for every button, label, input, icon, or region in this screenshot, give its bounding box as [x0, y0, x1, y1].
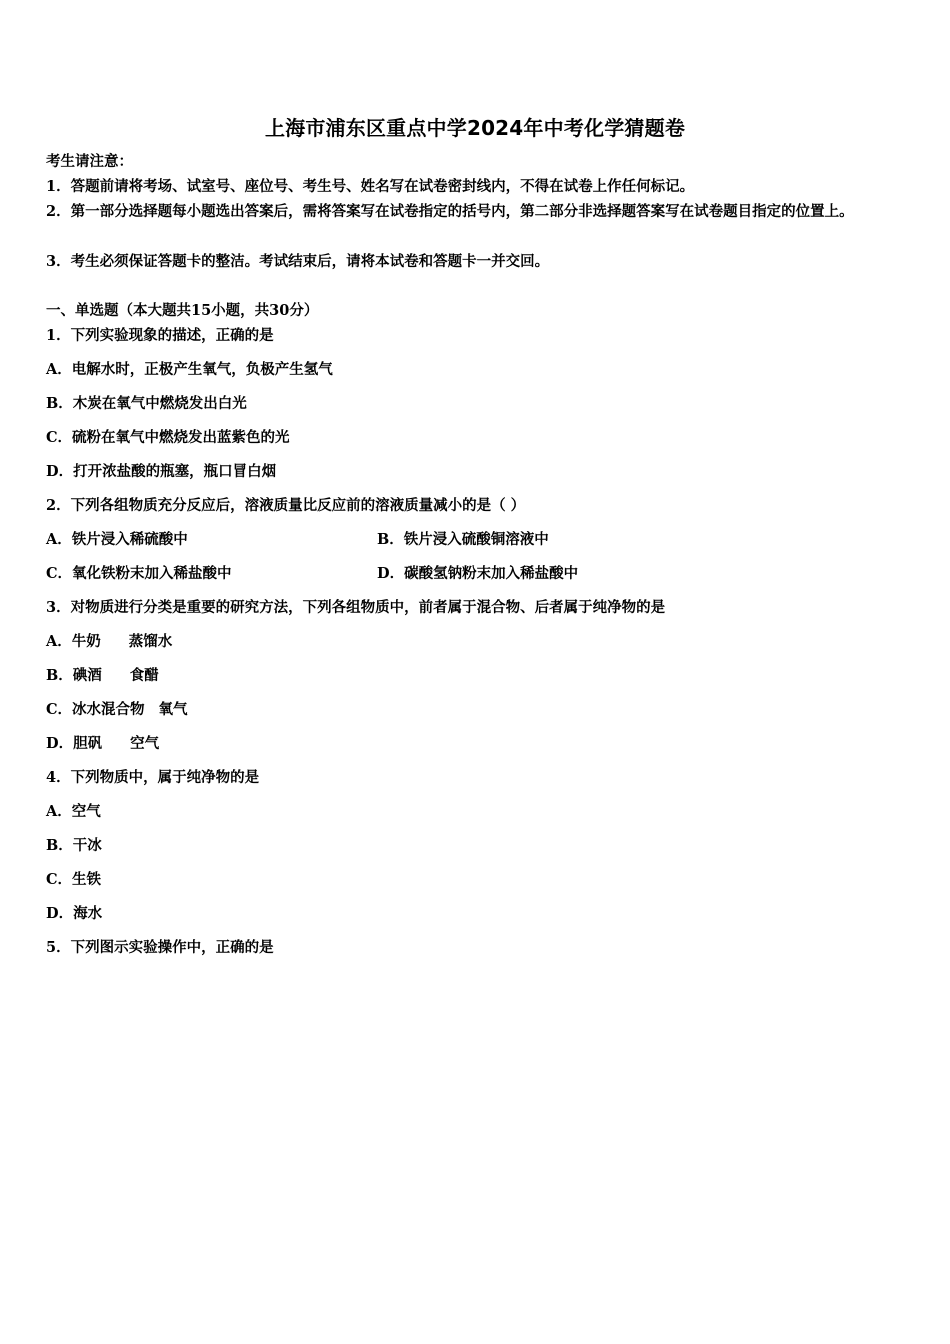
notice-item-2: 2．第一部分选择题每小题选出答案后，需将答案写在试卷指定的括号内，第二部分非选择题答案写在试卷题目指定的位置上。: [46, 203, 854, 220]
q3-stem: 3．对物质进行分类是重要的研究方法，下列各组物质中，前者属于混合物、后者属于纯净物的是: [46, 599, 666, 616]
notice-item-1: 1．答题前请将考场、试室号、座位号、考生号、姓名写在试卷密封线内，不得在试卷上作任何标记。: [46, 178, 695, 195]
q1-option-b: B．木炭在氧气中燃烧发出白光: [46, 395, 247, 412]
q3-option-c-first: C．冰水混合物: [46, 701, 145, 718]
q2-option-c: C．氧化铁粉末加入稀盐酸中: [46, 565, 232, 582]
q2-option-a: A．铁片浸入稀硫酸中: [46, 531, 188, 548]
q3-option-d-first: D．胆矾: [46, 735, 103, 752]
notice-heading: 考生请注意：: [46, 153, 133, 170]
q3-option-c-second: 氧气: [158, 701, 188, 718]
page-title: 上海市浦东区重点中学2024年中考化学猜题卷: [264, 116, 686, 140]
q4-option-b: B．干冰: [46, 837, 102, 854]
q2-option-d: D．碳酸氢钠粉末加入稀盐酸中: [377, 565, 579, 582]
q3-option-b: [46, 666, 159, 686]
q3-option-a-second: 蒸馏水: [128, 633, 173, 650]
q1-option-a: A．电解水时，正极产生氧气，负极产生氢气: [46, 361, 333, 378]
q1-stem: 1．下列实验现象的描述，正确的是: [46, 327, 274, 344]
q3-option-d-second: 空气: [130, 735, 160, 752]
q2-stem: 2．下列各组物质充分反应后，溶液质量比反应前的溶液质量减小的是（ ）: [46, 497, 526, 514]
q3-option-a-first: A．牛奶: [46, 633, 101, 650]
q4-option-a: A．空气: [46, 803, 101, 820]
q5-stem: 5．下列图示实验操作中，正确的是: [46, 939, 274, 956]
q3-option-a: [46, 632, 172, 652]
q1-option-d: D．打开浓盐酸的瓶塞，瓶口冒白烟: [46, 463, 277, 480]
section-heading: 一、单选题（本大题共15小题，共30分）: [46, 302, 319, 319]
q3-option-d: [46, 734, 159, 754]
q4-stem: 4．下列物质中，属于纯净物的是: [46, 769, 260, 786]
q3-option-b-second: 食醋: [129, 667, 159, 684]
q1-option-c: C．硫粉在氧气中燃烧发出蓝紫色的光: [46, 429, 290, 446]
notice-item-3: 3．考生必须保证答题卡的整洁。考试结束后，请将本试卷和答题卡一并交回。: [46, 253, 550, 270]
q4-option-c: C．生铁: [46, 871, 102, 888]
q3-option-c: [46, 700, 188, 720]
q4-option-d: D．海水: [46, 905, 103, 922]
q3-option-b-first: B．碘酒: [46, 667, 102, 684]
q2-option-b: B．铁片浸入硫酸铜溶液中: [377, 531, 549, 548]
